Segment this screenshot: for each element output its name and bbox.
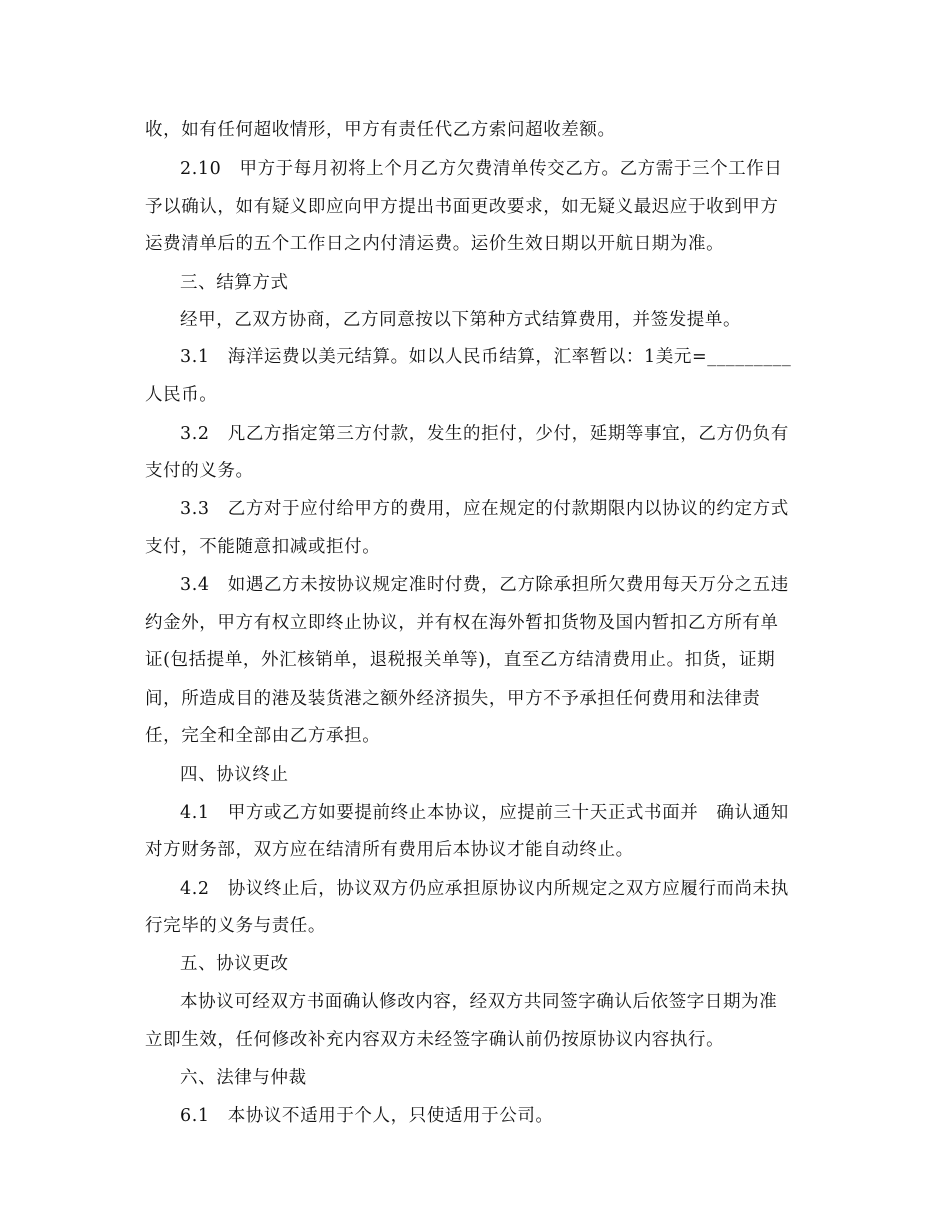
clause-3-3: 3.3 乙方对于应付给甲方的费用，应在规定的付款期限内以协议的约定方式 <box>180 499 789 519</box>
clause-2-10: 2.10 甲方于每月初将上个月乙方欠费清单传交乙方。乙方需于三个工作日 <box>180 159 783 179</box>
text-line: 立即生效，任何修改补充内容双方未经签字确认前仍按原协议内容执行。 <box>145 1030 725 1050</box>
clause-4-2: 4.2 协议终止后，协议双方仍应承担原协议内所规定之双方应履行而尚未执 <box>180 879 789 899</box>
text-line: 间，所造成目的港及装货港之额外经济损失，甲方不予承担任何费用和法律责 <box>145 689 761 709</box>
clause-3-4: 3.4 如遇乙方未按协议规定准时付费，乙方除承担所欠费用每天万分之五违 <box>180 575 789 595</box>
text-line: 对方财务部，双方应在结清所有费用后本协议才能自动终止。 <box>145 840 634 860</box>
text-line: 任，完全和全部由乙方承担。 <box>145 726 381 746</box>
section-heading-3: 三、结算方式 <box>180 273 289 293</box>
text-line: 证(包括提单，外汇核销单，退税报关单等)，直至乙方结清费用止。扣货，证期 <box>145 650 776 670</box>
text-line: 支付，不能随意扣减或拒付。 <box>145 537 381 557</box>
text-line: 人民币。 <box>145 385 218 405</box>
clause-3-2: 3.2 凡乙方指定第三方付款，发生的拒付，少付，延期等事宜，乙方仍负有 <box>180 424 789 444</box>
text-line-continuation: 收，如有任何超收情形，甲方有责任代乙方索问超收差额。 <box>145 120 616 140</box>
text-line: 经甲，乙双方协商，乙方同意按以下第种方式结算费用，并签发提单。 <box>180 310 742 330</box>
section-heading-5: 五、协议更改 <box>180 954 289 974</box>
text-line: 运费清单后的五个工作日之内付清运费。运价生效日期以开航日期为准。 <box>145 234 725 254</box>
text-line: 约金外，甲方有权立即终止协议，并有权在海外暂扣货物及国内暂扣乙方所有单 <box>145 613 779 633</box>
section-heading-6: 六、法律与仲裁 <box>180 1068 307 1088</box>
text-line: 行完毕的义务与责任。 <box>145 916 326 936</box>
text-line: 予以确认，如有疑义即应向甲方提出书面更改要求，如无疑义最迟应于收到甲方 <box>145 197 779 217</box>
clause-4-1: 4.1 甲方或乙方如要提前终止本协议，应提前三十天正式书面并 确认通知 <box>180 803 789 823</box>
clause-3-1: 3.1 海洋运费以美元结算。如以人民币结算，汇率暂以：1美元=_________ <box>180 347 792 367</box>
text-line: 支付的义务。 <box>145 461 254 481</box>
clause-6-1: 6.1 本协议不适用于个人，只使适用于公司。 <box>180 1106 554 1126</box>
section-heading-4: 四、协议终止 <box>180 765 289 785</box>
text-line: 本协议可经双方书面确认修改内容，经双方共同签字确认后依签字日期为准 <box>180 992 778 1012</box>
